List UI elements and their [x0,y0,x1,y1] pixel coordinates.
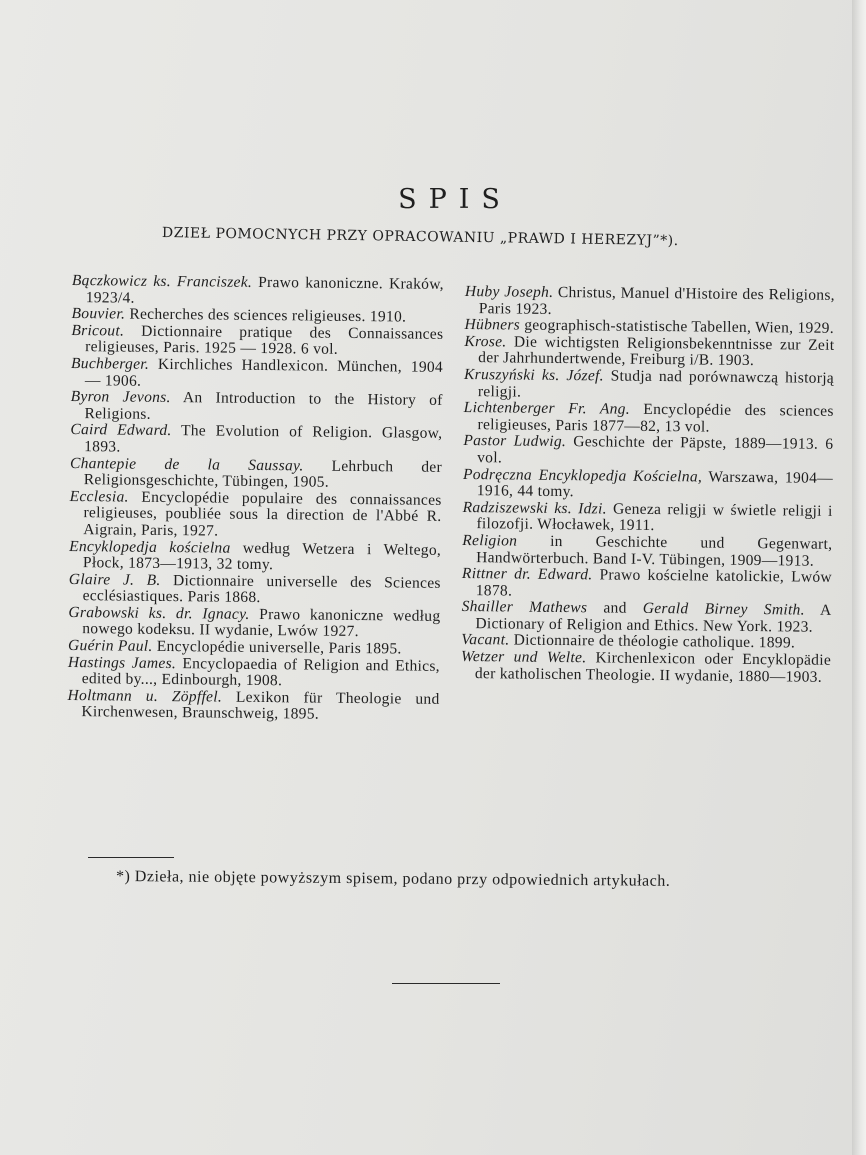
bibliography-entry: Guérin Paul. Encyclopédie universelle, Paris 1895. [68,637,402,658]
bibliography-left-column [67,273,444,725]
bibliography-entry: Bączkowicz ks. Franciszek. Prawo kanoniczne. Kraków, 1923/4. [71,272,444,307]
bibliography-entry: Hübners geographisch-statistische Tabellen, Wien, 1929. [464,316,835,338]
bibliography-entry: Lichtenberger Fr. Ang. Encyclopédie des sciences religieuses, Paris 1877—82, 13 vol. [463,399,834,436]
bibliography-entry: Hastings James. Encyclopaedia of Religion and Ethics, edited by..., Edinbourgh, 1908. [67,653,440,690]
end-divider [392,983,500,984]
bibliography-right-column [461,284,835,686]
bibliography-entry: Bouvier. Recherches des sciences religieuses. 1910. [71,305,407,326]
bibliography-entry: Caird Edward. The Evolution of Religion. Glasgow, 1893. [70,421,443,456]
bibliography-entry: Rittner dr. Edward. Prawo kościelne katolickie, Lwów 1878. [461,565,833,600]
bibliography-entry: Krose. Die wichtigsten Religionsbekenntnisse zur Zeit der Jahrhundertwende, Freiburg i/B. 1903. [464,332,835,370]
bibliography-entry: Grabowski ks. dr. Ignacy. Prawo kanoniczne według nowego kodeksu. II wydanie, Lwów 1927. [68,603,441,641]
bibliography-entry: Bricout. Dictionnaire pratique des Connaissances religieuses, Paris. 1925 — 1928. 6 vol. [71,321,444,359]
page-edge [852,0,866,1155]
bibliography-entry: Pastor Ludwig. Geschichte der Päpste, 1889—1913. 6 vol. [463,432,834,467]
bibliography-entry: Shailler Mathews and Gerald Birney Smith. A Dictionary of Religion and Ethics. New York. 1923. [461,598,832,636]
bibliography-entry: Ecclesia. Encyclopédie populaire des connaissances religieuses, poubliée sous la direction de l'Abbé R. Aigrain, Paris, 1927. [69,487,442,540]
bibliography-entry: Radziszewski ks. Idzi. Geneza religji w świetle religji i filozofji. Włocławek, 1911. [462,498,833,535]
bibliography-entry: Buchberger. Kirchliches Handlexicon. München, 1904 — 1906. [70,354,444,390]
bibliography-entry: Podręczna Encyklopedja Kościelna, Warszawa, 1904—1916, 44 tomy. [462,465,834,501]
bibliography-entry: Holtmann u. Zöpffel. Lexikon für Theologie und Kirchenwesen, Braunschweig, 1895. [67,686,440,724]
bibliography-entry: Glaire J. B. Dictionnaire universelle des Sciences ecclésiastiques. Paris 1868. [68,570,441,607]
footnote-divider [88,857,174,858]
bibliography-entry: Byron Jevons. An Introduction to the History of Religions. [70,388,443,423]
bibliography-entry: Encyklopedja kościelna według Wetzera i Weltego, Płock, 1873—1913, 32 tomy. [69,537,442,574]
bibliography-entry: Kruszyński ks. Józef. Studja nad porównawczą historją religji. [463,365,835,401]
bibliography-entry: Religion in Geschichte und Gegenwart, Handwörterbuch. Band I-V. Tübingen, 1909—1913. [462,531,833,570]
page-title: SPIS [398,184,512,215]
page-subtitle: DZIEŁ POMOCNYCH PRZY OPRACOWANIU „PRAWD I HEREZYJ”*). [161,225,679,250]
bibliography-entry: Chantepie de la Saussay. Lehrbuch der Religionsgeschichte, Tübingen, 1905. [69,454,443,491]
bibliography-entry: Vacant. Dictionnaire de théologie catholique. 1899. [461,631,796,652]
bibliography-entry: Wetzer und Welte. Kirchenlexicon oder Encyklopädie der katholischen Theologie. II wydanie, 1880—1903. [461,648,832,686]
footnote: *) Dzieła, nie objęte powyższym spisem, podano przy odpowiednich artykułach. [115,868,671,890]
bibliography-entry: Huby Joseph. Christus, Manuel d'Histoire des Religions, Paris 1923. [464,283,836,318]
